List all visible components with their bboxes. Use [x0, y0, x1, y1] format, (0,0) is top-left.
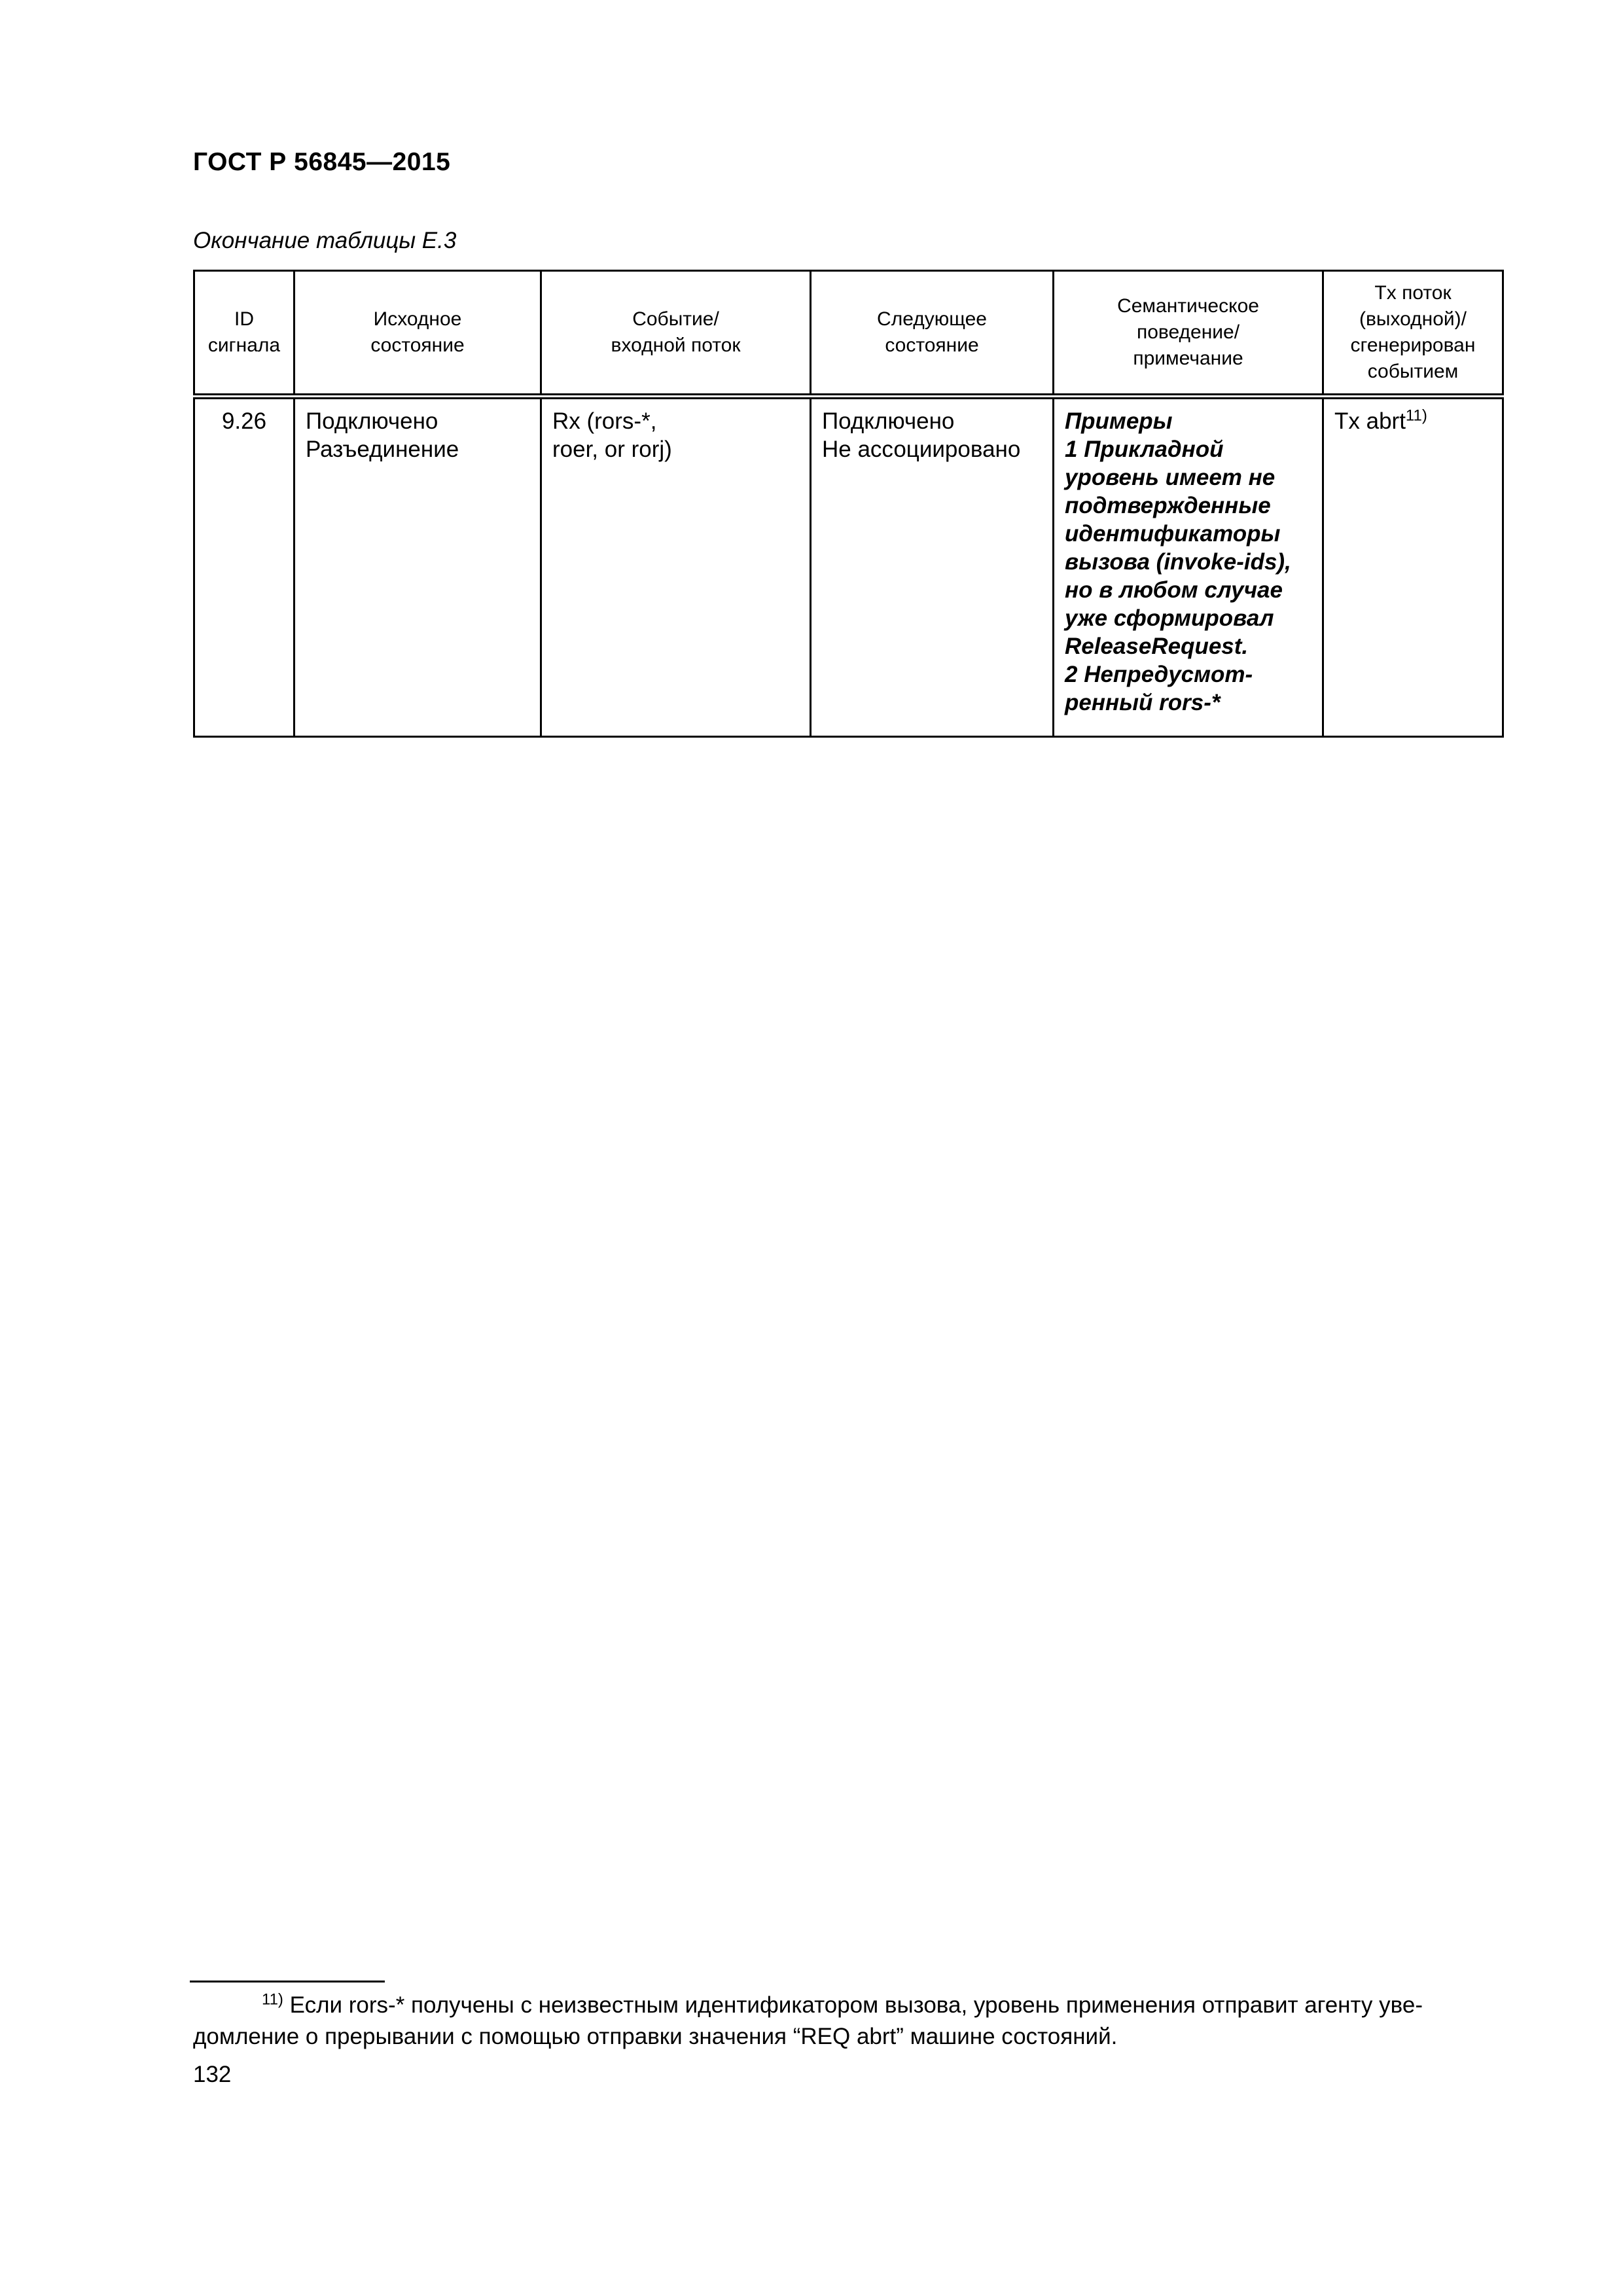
header-event-input: Событие/ входной поток: [541, 271, 811, 397]
table-header-row: [194, 271, 1503, 397]
cell-signal-id: 9.26: [194, 397, 294, 737]
footnote-text-line1: Если rors-* получены с неизвестным идентификатором вызова, уровень применения отправит агенту уве-: [283, 1992, 1423, 2018]
cell-next-state: Подключено Не ассоциировано: [811, 397, 1054, 737]
footnote: [193, 1990, 1508, 2053]
cell-semantic-behavior: Примеры 1 Прикладной уровень имеет не подтвержденные идентификаторы вызова (invoke-ids), но в любом случае уже сформировал ReleaseRequest. 2 Непредусмот- ренный rors-*: [1054, 397, 1323, 737]
cell-initial-state: Подключено Разъединение: [294, 397, 541, 737]
header-tx-output: Tx поток (выходной)/ сгенерирован событием: [1323, 271, 1503, 397]
header-semantic-behavior: Семантическое поведение/ примечание: [1054, 271, 1323, 397]
state-table: [193, 270, 1504, 738]
document-header: ГОСТ Р 56845—2015: [193, 148, 451, 176]
tx-text: Tx abrt: [1334, 408, 1406, 434]
footnote-text-line2: домление о прерывании с помощью отправки значения “REQ abrt” машине состояний.: [193, 2024, 1118, 2049]
header-initial-state: Исходное состояние: [294, 271, 541, 397]
header-signal-id: ID сигнала: [194, 271, 294, 397]
footnote-separator: [190, 1981, 385, 1982]
header-next-state: Следующее состояние: [811, 271, 1054, 397]
cell-tx-output: [1323, 397, 1503, 737]
footnote-marker: 11): [262, 1990, 283, 2009]
page-number: 132: [193, 2062, 232, 2087]
table-row: [194, 397, 1503, 737]
footnote-reference[interactable]: 11): [1405, 406, 1427, 425]
cell-event-input: Rx (rors-*, roer, or rorj): [541, 397, 811, 737]
table-caption: Окончание таблицы Е.3: [193, 228, 457, 253]
